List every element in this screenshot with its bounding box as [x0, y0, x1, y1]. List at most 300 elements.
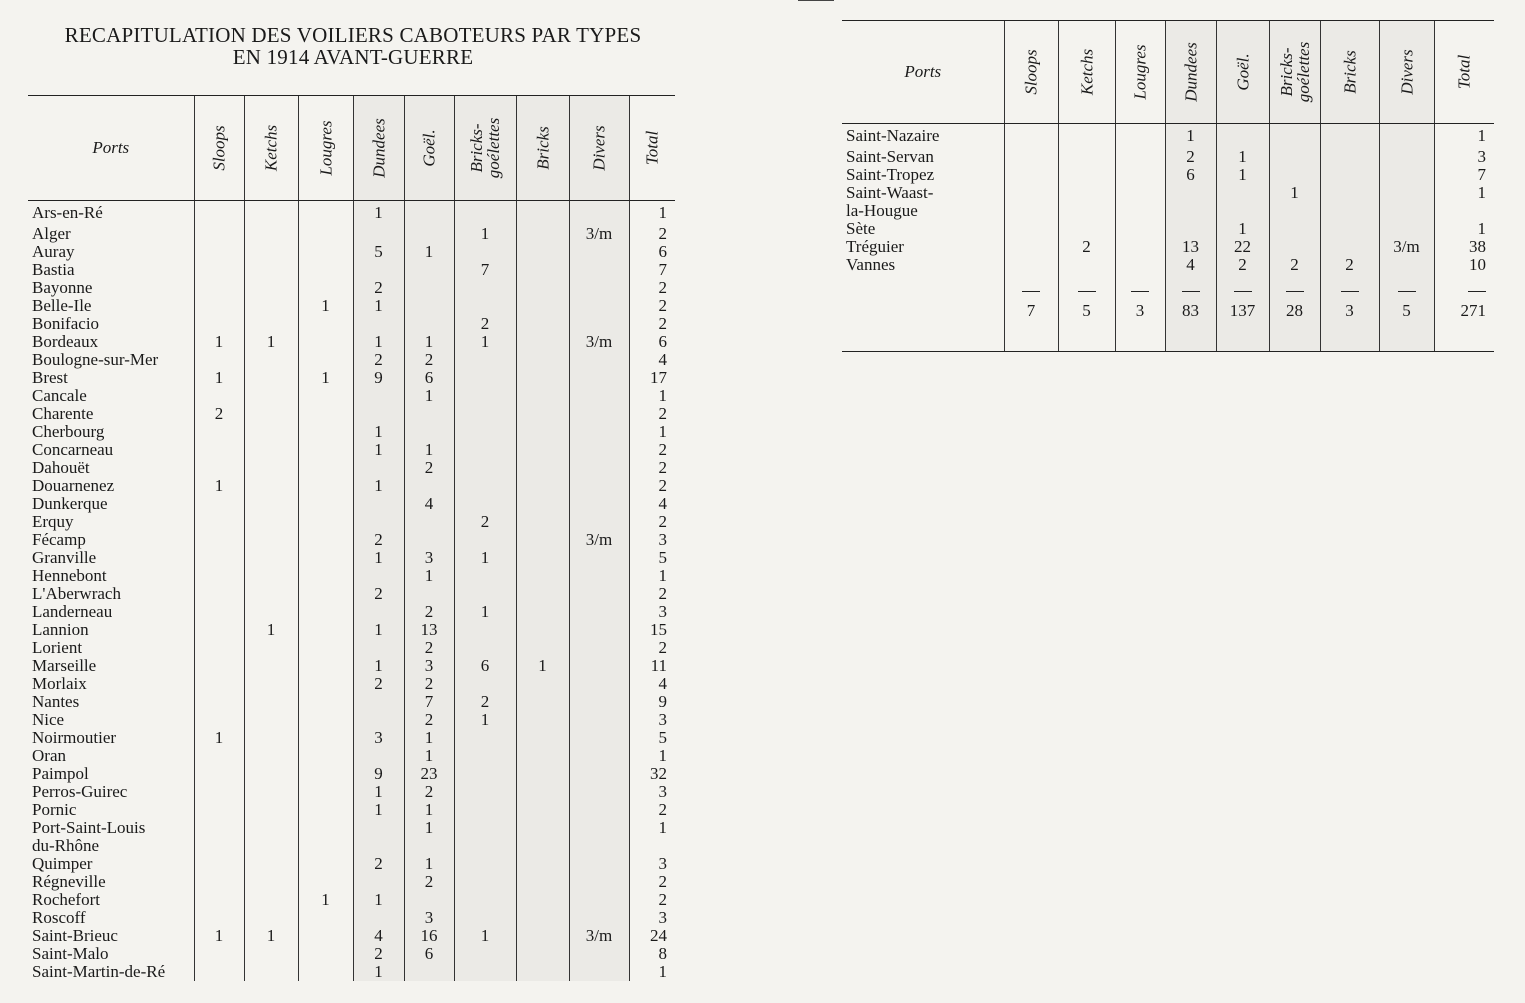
cell-dundees: 1 — [353, 963, 404, 981]
table-row — [28, 765, 675, 783]
sum-rule — [1022, 291, 1040, 292]
cell-dundees: 1 — [353, 657, 404, 675]
header-sloops: Sloops — [194, 96, 244, 201]
header-row — [842, 21, 1494, 124]
cell-ketchs — [244, 531, 298, 549]
cell-lougres — [298, 783, 353, 801]
cell-bricks — [516, 423, 569, 441]
cell-sloops — [194, 675, 244, 693]
cell-ketchs — [244, 747, 298, 765]
cell-bricks — [516, 297, 569, 315]
header-ports: Ports — [842, 21, 1004, 124]
cell-divers — [569, 201, 629, 225]
cell-divers — [569, 387, 629, 405]
port-name: Perros-Guirec — [32, 782, 128, 801]
cell-divers — [569, 243, 629, 261]
cell-goel — [404, 963, 454, 981]
table-row — [28, 945, 675, 963]
table-row — [28, 315, 675, 333]
cell-total: 7 — [629, 261, 675, 279]
cell-total: 7 — [1434, 166, 1494, 184]
table-row — [28, 711, 675, 729]
cell-ketchs — [244, 891, 298, 909]
cell-sloops: 1 — [194, 927, 244, 945]
cell-goel: 1 — [404, 747, 454, 765]
table-row — [28, 261, 675, 279]
cell-goel — [1216, 202, 1269, 220]
cell-lougres — [298, 639, 353, 657]
cell-dundees — [353, 873, 404, 891]
cell-dundees: 1 — [353, 621, 404, 639]
cell-sloops — [194, 243, 244, 261]
cell-bricks — [1320, 238, 1379, 256]
cell-bricks — [516, 765, 569, 783]
header-ketchs: Ketchs — [1058, 21, 1115, 124]
port-name: Sète — [846, 219, 876, 238]
cell-ketchs — [244, 909, 298, 927]
cell-ketchs — [244, 801, 298, 819]
cell-bricks — [516, 201, 569, 225]
cell-bg — [454, 747, 516, 765]
table-row — [28, 387, 675, 405]
cell-divers: 3/m — [569, 333, 629, 351]
cell-ketchs — [244, 513, 298, 531]
cell-total: 10 — [1434, 256, 1494, 274]
cell-total: 4 — [629, 351, 675, 369]
table-row — [28, 513, 675, 531]
cell-sloops — [1004, 202, 1058, 220]
cell-goel: 2 — [404, 459, 454, 477]
cell-total: 2 — [629, 297, 675, 315]
cell-ketchs — [1058, 124, 1115, 148]
cell-lougres — [1115, 184, 1165, 202]
cell-dundees: 2 — [353, 531, 404, 549]
cell-bricks — [516, 549, 569, 567]
cell-bg — [454, 387, 516, 405]
cell-bricks — [516, 927, 569, 945]
cell-bricks: 1 — [516, 657, 569, 675]
cell-bricks — [516, 441, 569, 459]
cell-lougres — [298, 657, 353, 675]
cell-ketchs — [244, 963, 298, 981]
cell-total: 3 — [629, 603, 675, 621]
table-row — [28, 567, 675, 585]
cell-total: 3 — [1434, 148, 1494, 166]
cell-bg: 2 — [454, 315, 516, 333]
header-dundees: Dundees — [1165, 21, 1216, 124]
header-total: Total — [629, 96, 675, 201]
cell-ketchs — [244, 765, 298, 783]
table-row — [28, 621, 675, 639]
table-row — [28, 333, 675, 351]
port-name: Ars-en-Ré — [32, 202, 103, 222]
header-total: Total — [1434, 21, 1494, 124]
cell-total: 17 — [629, 369, 675, 387]
cell-total: 3 — [629, 855, 675, 873]
cell-bricks — [516, 585, 569, 603]
cell-goel: 22 — [1216, 238, 1269, 256]
cell-total: 2 — [629, 279, 675, 297]
cell-divers — [569, 747, 629, 765]
cell-bg — [454, 729, 516, 747]
totals-row — [842, 300, 1494, 322]
cell-lougres — [1115, 202, 1165, 220]
total-lougres: 3 — [1115, 300, 1165, 322]
cell-bricks — [1320, 166, 1379, 184]
cell-ketchs — [244, 279, 298, 297]
port-name: Bonifacio — [32, 314, 100, 333]
cell-sloops — [1004, 220, 1058, 238]
cell-ketchs — [1058, 184, 1115, 202]
cell-bg — [1269, 148, 1320, 166]
cell-goel: 2 — [404, 603, 454, 621]
cell-divers — [569, 459, 629, 477]
cell-bg: 2 — [454, 693, 516, 711]
cell-ketchs — [244, 261, 298, 279]
cell-bg — [1269, 124, 1320, 148]
cell-lougres — [298, 801, 353, 819]
left-page — [0, 0, 760, 1003]
cell-lougres — [298, 729, 353, 747]
cell-divers — [569, 513, 629, 531]
total-goel: 137 — [1216, 300, 1269, 322]
header-dundees: Dundees — [353, 96, 404, 201]
cell-lougres — [1115, 124, 1165, 148]
cell-sloops — [194, 351, 244, 369]
total-divers: 5 — [1379, 300, 1434, 322]
spacer-row — [842, 274, 1494, 282]
cell-total: 2 — [629, 441, 675, 459]
port-name: Hennebont — [32, 566, 107, 585]
cell-bricks — [516, 279, 569, 297]
cell-sloops: 1 — [194, 369, 244, 387]
cell-bg — [1269, 166, 1320, 184]
grand-total: 271 — [1434, 300, 1494, 322]
cell-divers — [1379, 148, 1434, 166]
cell-total: 3 — [629, 531, 675, 549]
cell-ketchs — [1058, 166, 1115, 184]
cell-dundees — [353, 567, 404, 585]
port-name: Alger — [32, 224, 71, 243]
cell-divers — [569, 297, 629, 315]
table-row — [28, 423, 675, 441]
cell-dundees — [353, 603, 404, 621]
title-line-2: EN 1914 AVANT-GUERRE — [232, 45, 474, 69]
table-row — [28, 549, 675, 567]
port-name: Saint-Nazaire — [846, 125, 940, 145]
cell-dundees — [353, 909, 404, 927]
cell-ketchs — [1058, 256, 1115, 274]
cell-dundees — [1165, 184, 1216, 202]
cell-lougres — [298, 927, 353, 945]
cell-bg — [454, 405, 516, 423]
cell-bg — [454, 477, 516, 495]
cell-ketchs — [244, 225, 298, 243]
cell-divers — [569, 585, 629, 603]
cell-dundees: 1 — [353, 891, 404, 909]
cell-divers — [569, 477, 629, 495]
port-name: Saint-Malo — [32, 944, 109, 963]
cell-bg — [454, 873, 516, 891]
cell-bricks — [516, 711, 569, 729]
cell-ketchs — [244, 711, 298, 729]
port-name: Saint-Tropez — [846, 165, 935, 184]
port-name: Roscoff — [32, 908, 86, 927]
cell-total: 2 — [629, 225, 675, 243]
cell-ketchs — [1058, 148, 1115, 166]
table-row — [28, 279, 675, 297]
cell-ketchs — [1058, 202, 1115, 220]
cell-sloops: 2 — [194, 405, 244, 423]
cell-dundees — [353, 387, 404, 405]
cell-divers — [569, 603, 629, 621]
cell-divers — [569, 315, 629, 333]
cell-goel — [404, 297, 454, 315]
cell-ketchs — [244, 873, 298, 891]
cell-bricks — [1320, 148, 1379, 166]
cell-dundees: 1 — [353, 549, 404, 567]
cell-ketchs — [244, 837, 298, 855]
cell-divers — [1379, 256, 1434, 274]
port-name: Granville — [32, 548, 97, 567]
table-row — [28, 225, 675, 243]
cell-total: 15 — [629, 621, 675, 639]
cell-total: 9 — [629, 693, 675, 711]
table-row — [842, 124, 1494, 148]
cell-sloops — [194, 639, 244, 657]
cell-bg — [454, 819, 516, 837]
cell-total: 2 — [629, 459, 675, 477]
cell-total: 2 — [629, 405, 675, 423]
cell-sloops — [194, 279, 244, 297]
cell-bg — [1269, 238, 1320, 256]
cell-bg — [454, 801, 516, 819]
sum-rule — [1234, 291, 1252, 292]
cell-bg — [454, 297, 516, 315]
cell-lougres — [298, 621, 353, 639]
cell-bricks — [516, 351, 569, 369]
cell-sloops — [194, 423, 244, 441]
cell-sloops — [194, 495, 244, 513]
cell-lougres — [298, 405, 353, 423]
sum-rule — [1182, 291, 1200, 292]
cell-divers — [569, 891, 629, 909]
cell-sloops — [194, 315, 244, 333]
cell-goel: 7 — [404, 693, 454, 711]
cell-ketchs — [244, 657, 298, 675]
table-row — [28, 909, 675, 927]
port-name: Douarnenez — [32, 476, 115, 495]
port-name: du-Rhône — [32, 836, 100, 855]
cell-goel: 1 — [404, 801, 454, 819]
cell-bricks — [516, 909, 569, 927]
cell-goel — [404, 513, 454, 531]
cell-bricks — [516, 243, 569, 261]
cell-dundees: 1 — [353, 441, 404, 459]
sum-rule — [1286, 291, 1304, 292]
cell-dundees: 3 — [353, 729, 404, 747]
cell-sloops — [194, 891, 244, 909]
cell-bricks — [516, 855, 569, 873]
cell-dundees: 9 — [353, 369, 404, 387]
cell-bg — [454, 963, 516, 981]
cell-bricks — [516, 747, 569, 765]
cell-ketchs — [244, 441, 298, 459]
cell-sloops — [194, 837, 244, 855]
cell-lougres — [298, 855, 353, 873]
cell-sloops — [194, 909, 244, 927]
cell-ketchs: 1 — [244, 927, 298, 945]
cell-dundees — [353, 459, 404, 477]
cell-goel: 1 — [404, 819, 454, 837]
cell-dundees: 1 — [353, 783, 404, 801]
cell-bricks — [516, 621, 569, 639]
cell-ketchs — [244, 405, 298, 423]
port-name: Saint-Servan — [846, 147, 934, 166]
cell-sloops — [194, 765, 244, 783]
port-name: la-Hougue — [846, 201, 918, 220]
table-row — [28, 477, 675, 495]
cell-ketchs — [244, 855, 298, 873]
cell-lougres — [298, 549, 353, 567]
port-name: Bordeaux — [32, 332, 99, 351]
cell-lougres: 1 — [298, 297, 353, 315]
cell-total: 24 — [629, 927, 675, 945]
header-lougres: Lougres — [298, 96, 353, 201]
cell-lougres — [1115, 256, 1165, 274]
port-name: Pornic — [32, 800, 77, 819]
cell-divers — [569, 495, 629, 513]
port-name: Boulogne-sur-Mer — [32, 350, 159, 369]
cell-dundees — [353, 495, 404, 513]
cell-dundees — [353, 513, 404, 531]
port-name: Landerneau — [32, 602, 113, 621]
cell-total: 38 — [1434, 238, 1494, 256]
table-row — [28, 369, 675, 387]
cell-ketchs — [244, 729, 298, 747]
cell-dundees — [353, 837, 404, 855]
table-row — [28, 855, 675, 873]
cell-lougres — [298, 837, 353, 855]
cell-total: 8 — [629, 945, 675, 963]
cell-sloops: 1 — [194, 333, 244, 351]
cell-divers — [569, 549, 629, 567]
cell-goel — [404, 477, 454, 495]
header-sloops: Sloops — [1004, 21, 1058, 124]
cell-total: 2 — [629, 801, 675, 819]
port-name: Saint-Martin-de-Ré — [32, 962, 166, 981]
cell-lougres — [298, 693, 353, 711]
cell-ketchs — [244, 693, 298, 711]
table-row — [28, 531, 675, 549]
header-bricks: Bricks — [516, 96, 569, 201]
cell-dundees — [353, 315, 404, 333]
port-name: Lorient — [32, 638, 83, 657]
cell-lougres — [298, 261, 353, 279]
cell-bg — [454, 783, 516, 801]
cell-goel: 4 — [404, 495, 454, 513]
cell-bricks — [516, 729, 569, 747]
cell-ketchs — [244, 459, 298, 477]
cell-divers — [569, 963, 629, 981]
cell-divers — [1379, 124, 1434, 148]
cell-divers — [569, 855, 629, 873]
cell-bricks — [516, 477, 569, 495]
cell-bricks — [1320, 184, 1379, 202]
cell-ketchs — [244, 567, 298, 585]
cell-total: 3 — [629, 783, 675, 801]
cell-sloops — [194, 603, 244, 621]
cell-lougres — [298, 243, 353, 261]
cell-bg: 1 — [454, 927, 516, 945]
cell-dundees — [353, 639, 404, 657]
cell-ketchs — [1058, 220, 1115, 238]
cell-total: 32 — [629, 765, 675, 783]
cell-bg — [454, 639, 516, 657]
cell-bricks — [1320, 202, 1379, 220]
cell-lougres — [298, 495, 353, 513]
port-name: Paimpol — [32, 764, 89, 783]
port-name: Erquy — [32, 512, 74, 531]
cell-sloops — [1004, 148, 1058, 166]
title-line-1: RECAPITULATION DES VOILIERS CABOTEURS PAR TYPES — [64, 23, 642, 47]
cell-sloops — [194, 297, 244, 315]
total-ketchs: 5 — [1058, 300, 1115, 322]
cell-bricks — [516, 945, 569, 963]
cell-dundees: 1 — [353, 477, 404, 495]
port-name: Quimper — [32, 854, 93, 873]
table-row — [28, 927, 675, 945]
port-name: Bastia — [32, 260, 75, 279]
cell-bricks — [516, 801, 569, 819]
cell-divers — [569, 711, 629, 729]
cell-goel — [1216, 184, 1269, 202]
cell-bg — [454, 531, 516, 549]
cell-sloops — [194, 549, 244, 567]
cell-goel: 16 — [404, 927, 454, 945]
cell-total — [629, 837, 675, 855]
table-row — [28, 201, 675, 225]
cell-sloops — [194, 819, 244, 837]
cell-dundees — [353, 693, 404, 711]
cell-goel: 1 — [404, 855, 454, 873]
cell-bg — [454, 351, 516, 369]
cell-goel: 3 — [404, 657, 454, 675]
table-row — [28, 837, 675, 855]
port-name: Saint-Waast- — [846, 183, 934, 202]
cell-dundees: 1 — [353, 201, 404, 225]
cell-divers — [569, 945, 629, 963]
cell-bricks — [516, 693, 569, 711]
cell-bg — [454, 909, 516, 927]
cell-lougres — [298, 747, 353, 765]
cell-sloops — [194, 783, 244, 801]
cell-divers — [569, 729, 629, 747]
cell-lougres — [298, 315, 353, 333]
cell-bricks — [516, 639, 569, 657]
cell-bg — [454, 837, 516, 855]
port-name: Vannes — [846, 255, 896, 274]
table-row — [842, 202, 1494, 220]
table-body-right — [842, 124, 1494, 352]
cell-bricks — [516, 531, 569, 549]
header-ketchs: Ketchs — [244, 96, 298, 201]
cell-goel: 6 — [404, 369, 454, 387]
cell-goel: 13 — [404, 621, 454, 639]
recap-table-right — [842, 20, 1494, 352]
port-name: Fécamp — [32, 530, 86, 549]
cell-goel: 2 — [1216, 256, 1269, 274]
